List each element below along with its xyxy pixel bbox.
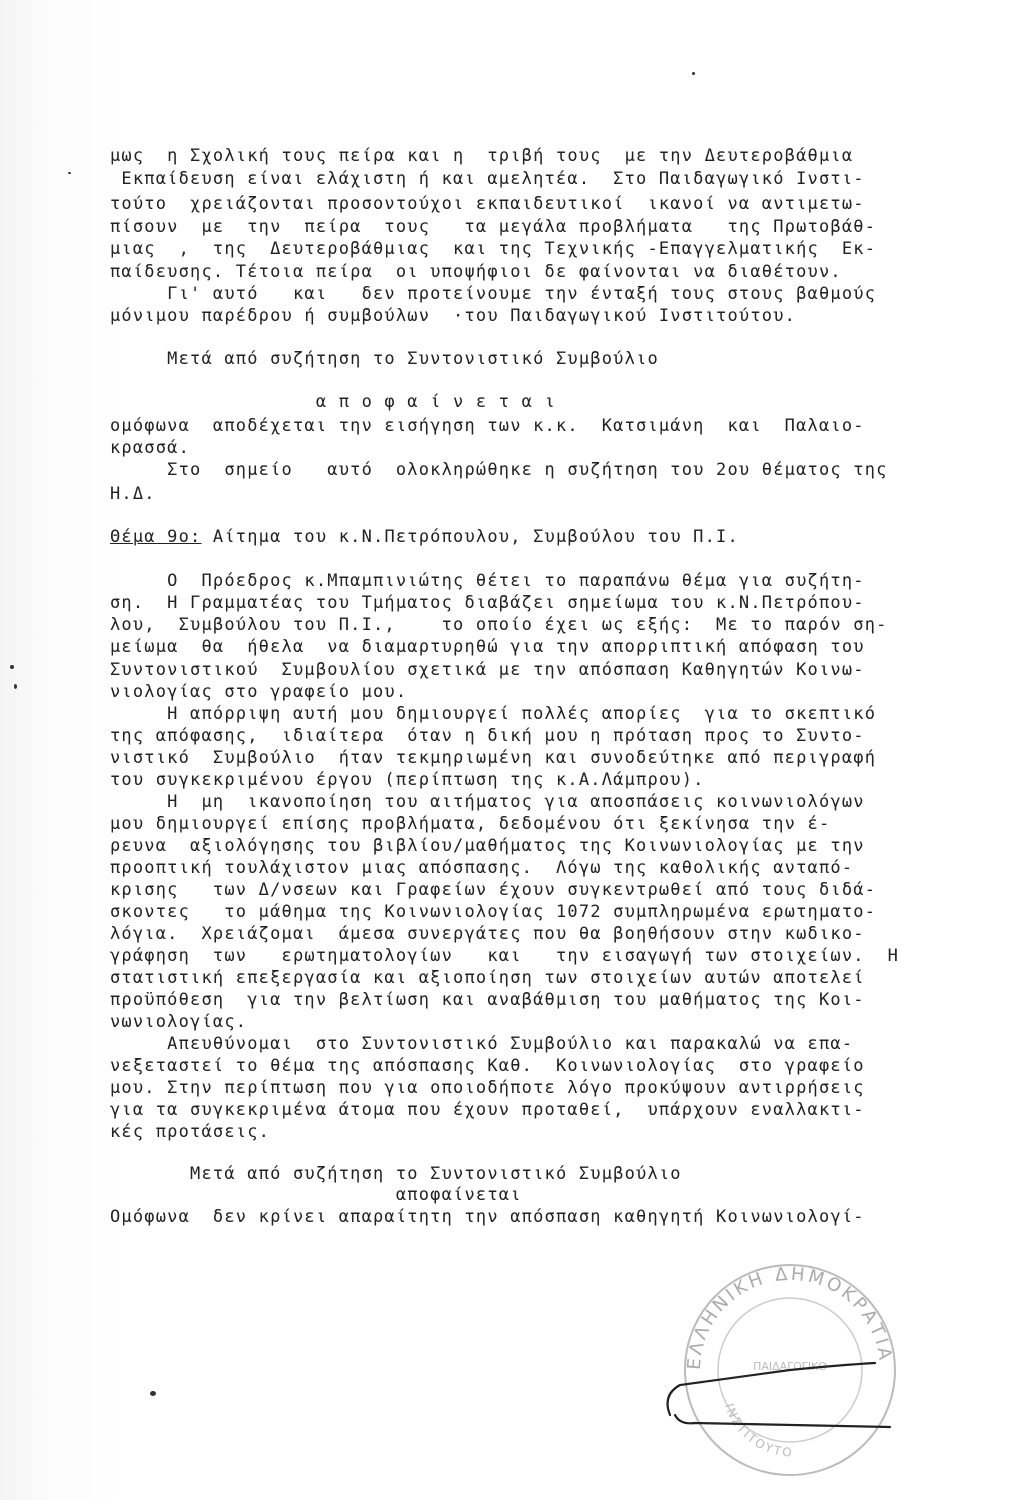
text-line: Εκπαίδευση είναι ελάχιστη ή και αμελητέα. Στο Παιδαγωγικό Ινστι- xyxy=(110,169,865,189)
text-line: μου. Στην περίπτωση που για οποιοδήποτε λόγο προκύψουν αντιρρήσεις xyxy=(110,1078,865,1098)
stamp-bottom-text: ΙΝΣΤΙΤΟΥΤΟ xyxy=(722,1401,795,1460)
speck xyxy=(10,665,14,669)
text-line: λόγια. Χρειάζομαι άμεσα συνεργάτες που θα βοηθήσουν στην κωδικο- xyxy=(110,924,865,944)
text-line: νιολογίας στο γραφείο μου. xyxy=(110,682,408,702)
text-line: για τα συγκεκριμένα άτομα που έχουν προταθεί, υπάρχουν εναλλακτι- xyxy=(110,1100,865,1120)
text-line: ση. Η Γραμματέας του Τμήματος διαβάζει σημείωμα του κ.Ν.Πετρόπου- xyxy=(110,593,865,613)
text-line: μου δημιουργεί επίσης προβλήματα, δεδομένου ότι ξεκίνησα την έ- xyxy=(110,814,831,834)
text-line: μείωμα θα ήθελα να διαμαρτυρηθώ για την απορριπτική απόφαση του xyxy=(110,637,865,657)
text-line: λου, Συμβούλου του Π.Ι., το οποίο έχει ως εξής: Με το παρόν ση- xyxy=(110,615,888,635)
text-line: πίσουν με την πείρα τους τα μεγάλα προβλήματα της Πρωτοβάθ- xyxy=(110,217,877,237)
text-line: Η απόρριψη αυτή μου δημιουργεί πολλές απορίες για το σκεπτικό xyxy=(110,704,877,724)
text-line: του συγκεκριμένου έργου (περίπτωση της κ.Α.Λάμπρου). xyxy=(110,770,705,790)
text-line: προϋπόθεση για την βελτίωση και αναβάθμιση του μαθήματος της Κοι- xyxy=(110,990,865,1010)
decision-verb: αποφαίνεται xyxy=(110,1185,522,1205)
decision-intro: Μετά από συζήτηση το Συντονιστικό Συμβούλιο xyxy=(110,349,659,369)
text-line: νωνιολογίας. xyxy=(110,1012,248,1032)
text-line: Η.Δ. xyxy=(110,484,156,504)
text-line: τούτο χρειάζονται προσοντούχοι εκπαιδευτικοί ικανοί να αντιμετω- xyxy=(110,194,865,214)
speck xyxy=(68,172,71,174)
text-line: Στο σημείο αυτό ολοκληρώθηκε η συζήτηση του 2ου θέματος της xyxy=(110,460,888,480)
text-line: κές προτάσεις. xyxy=(110,1122,271,1142)
text-line: νεξεταστεί το θέμα της απόσπασης Καθ. Κοινωνιολογίας στο γραφείο xyxy=(110,1056,865,1076)
text-line: Συντονιστικού Συμβουλίου σχετικά με την απόσπαση Καθηγητών Κοινω- xyxy=(110,660,865,680)
decision-verb: α π ο φ α ί ν ε τ α ι xyxy=(110,392,556,412)
stamp-inner-text: ΠΑΙΔΑΓΩΓΙΚΟ xyxy=(753,1360,827,1373)
text-line: ομόφωνα αποδέχεται την εισήγηση των κ.κ. Κατσιμάνη και Παλαιο- xyxy=(110,416,865,436)
topic-text: Αίτημα του κ.Ν.Πετρόπουλου, Συμβούλου του Π.Ι. xyxy=(201,527,739,547)
signature xyxy=(668,1363,890,1427)
text-line: ρευνα αξιολόγησης του βιβλίου/μαθήματος της Κοινωνιολογίας με την xyxy=(110,836,865,856)
text-line: γράφηση των ερωτηματολογίων και την εισαγωγή των στοιχείων. Η xyxy=(110,946,900,966)
text-line: μως η Σχολική τους πείρα και η τριβή τους με την Δευτεροβάθμια xyxy=(110,146,854,166)
text-line: στατιστική επεξεργασία και αξιοποίηση των στοιχείων αυτών αποτελεί xyxy=(110,968,865,988)
text-line: Ο Πρόεδρος κ.Μπαμπινιώτης θέτει το παραπάνω θέμα για συζήτη- xyxy=(110,571,865,591)
official-stamp xyxy=(640,1235,1018,1485)
speck xyxy=(692,72,695,75)
topic-label: Θέμα 9ο: xyxy=(110,527,202,547)
speck xyxy=(14,684,17,689)
text-line: της απόφασης, ιδιαίτερα όταν η δική μου η πρόταση προς το Συντο- xyxy=(110,726,865,746)
stamp-text: ΕΛΛΗΝΙΚΗ ΔΗΜΟΚΡΑΤΙΑ xyxy=(683,1263,896,1371)
text-line: κρισης των Δ/νσεων και Γραφείων έχουν συγκεντρωθεί από τους διδά- xyxy=(110,880,877,900)
text-line: νιστικό Συμβούλιο ήταν τεκμηριωμένη και συνοδεύτηκε από περιγραφή xyxy=(110,748,877,768)
text-line: κρασσά. xyxy=(110,438,191,458)
text-line: μόνιμου παρέδρου ή συμβούλων ·του Παιδαγωγικού Ινστιτούτου. xyxy=(110,306,797,326)
text-line: Η μη ικανοποίηση του αιτήματος για αποσπάσεις κοινωνιολόγων xyxy=(110,792,865,812)
text-line: προοπτική τουλάχιστον μιας απόσπασης. Λόγω της καθολικής ανταπό- xyxy=(110,858,854,878)
text-line: παίδευσης. Τέτοια πείρα οι υποψήφιοι δε φαίνονται να διαθέτουν. xyxy=(110,262,842,282)
text-line: σκοντες το μάθημα της Κοινωνιολογίας 1072 συμπληρωμένα ερωτηματο- xyxy=(110,902,877,922)
speck xyxy=(150,1391,156,1396)
decision-intro: Μετά από συζήτηση το Συντονιστικό Συμβούλιο xyxy=(110,1164,682,1184)
topic-heading xyxy=(110,526,995,548)
text-line: Απευθύνομαι στο Συντονιστικό Συμβούλιο και παρακαλώ να επα- xyxy=(110,1034,854,1054)
text-line: Γι' αυτό και δεν προτείνουμε την ένταξή τους στους βαθμούς xyxy=(110,284,877,304)
text-line: μιας , της Δευτεροβάθμιας και της Τεχνικής -Επαγγελματικής Εκ- xyxy=(110,239,877,259)
text-line: Ομόφωνα δεν κρίνει απαραίτητη την απόσπαση καθηγητή Κοινωνιολογί- xyxy=(110,1207,865,1227)
